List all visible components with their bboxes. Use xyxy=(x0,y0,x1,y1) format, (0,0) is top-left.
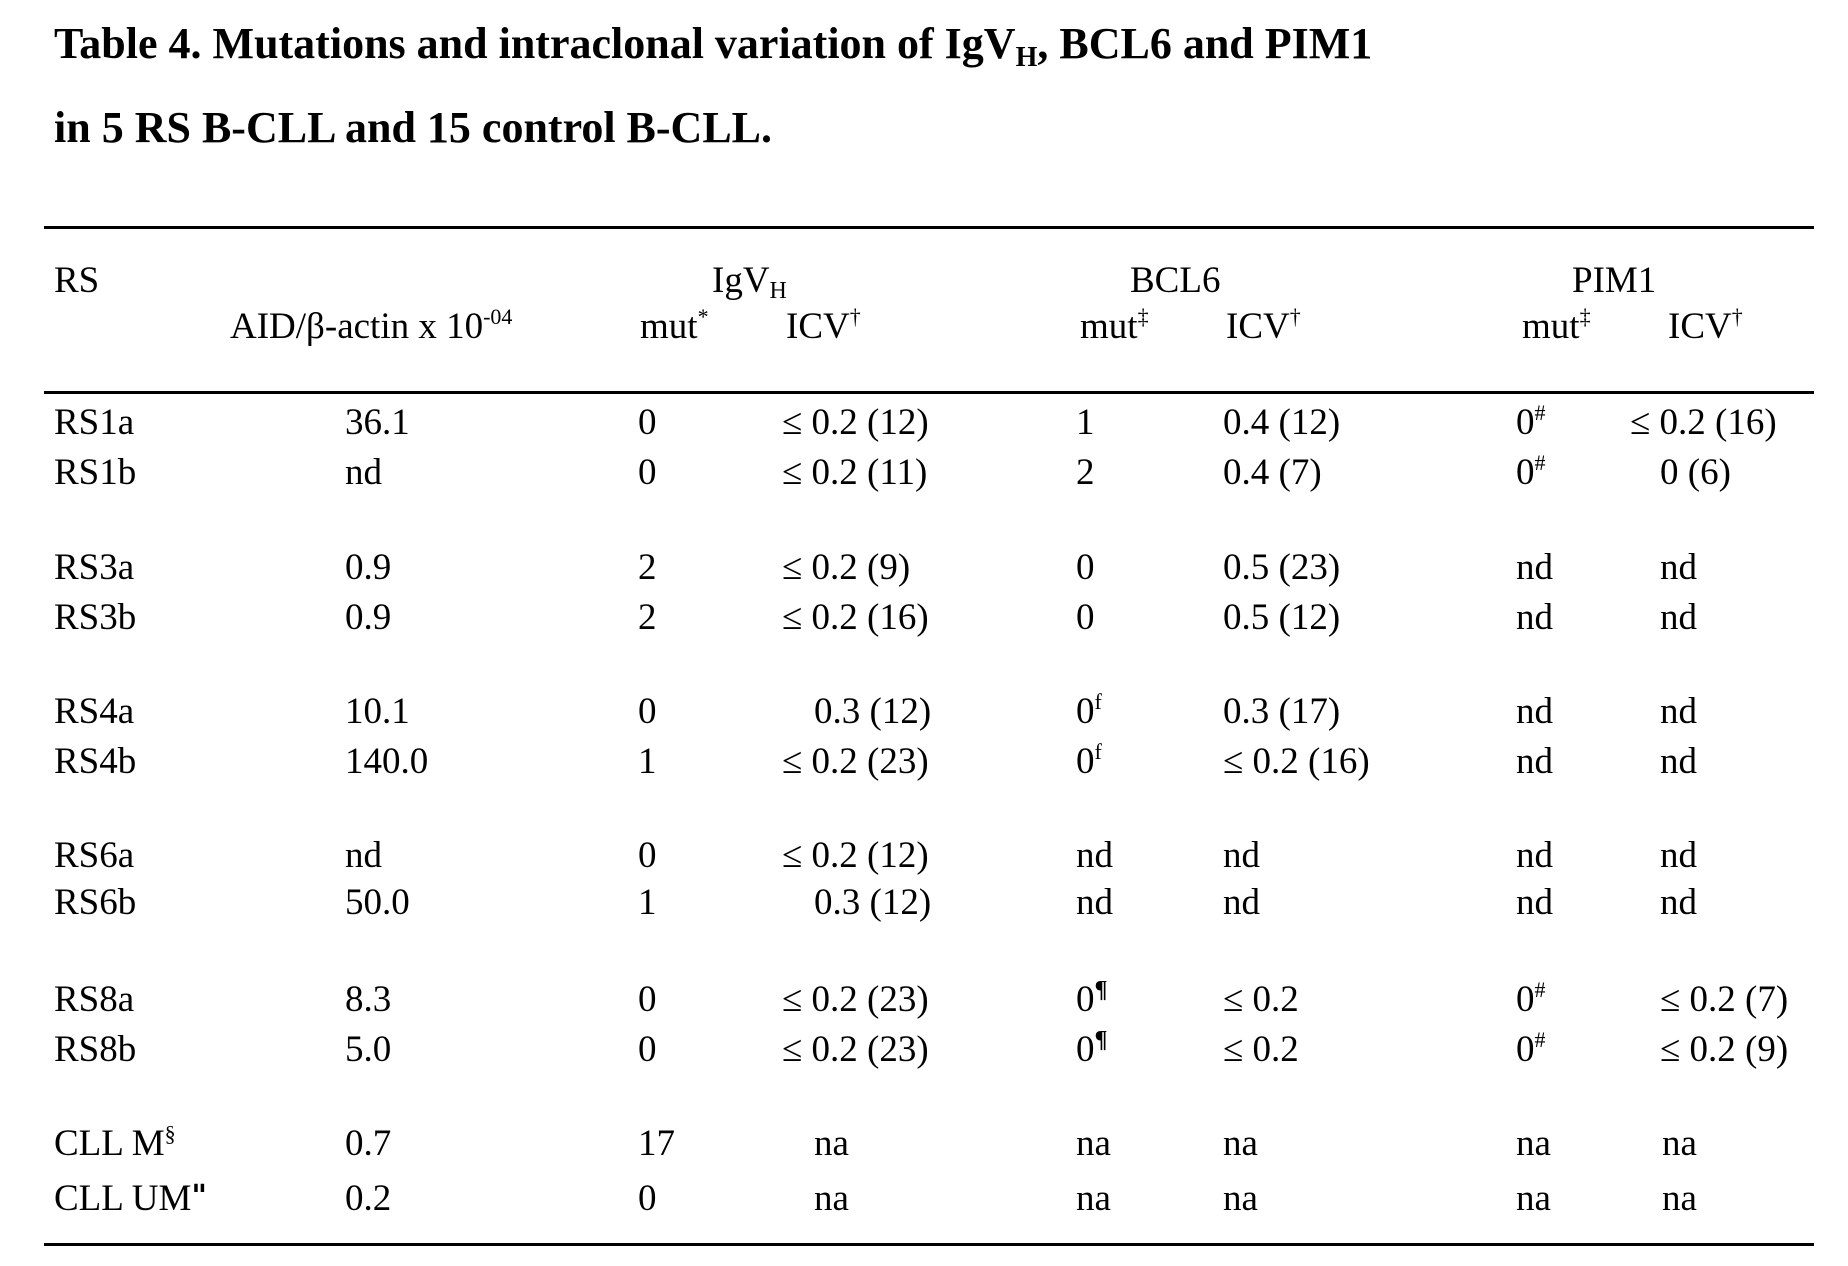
header-bcl6-mut: mut‡ xyxy=(1080,304,1149,347)
row-igvh-mut: 0 xyxy=(638,691,657,732)
row-aid-value: nd xyxy=(345,452,382,493)
row-igvh-icv: ≤ 0.2 (23) xyxy=(782,741,929,782)
row-igvh-mut: 0 xyxy=(638,979,657,1020)
row-rs-label: RS4a xyxy=(54,691,135,732)
row-aid-value: 50.0 xyxy=(345,882,410,923)
row-aid-value: 8.3 xyxy=(345,979,392,1020)
row-rs-label: RS8a xyxy=(54,979,135,1020)
row-aid-value: 10.1 xyxy=(345,691,410,732)
row-bcl6-icv: 0.3 (17) xyxy=(1223,691,1341,732)
row-pim1-mut: nd xyxy=(1516,835,1553,876)
row-rs-label: RS6b xyxy=(54,882,137,923)
header-pim1-mut: mut‡ xyxy=(1522,304,1591,347)
row-igvh-mut: 0 xyxy=(638,835,657,876)
control-pim1-mut: na xyxy=(1516,1178,1551,1219)
row-bcl6-mut: 0$^f$ xyxy=(1076,739,1102,782)
control-pim1-mut: na xyxy=(1516,1123,1551,1164)
row-rs-label: RS3a xyxy=(54,547,135,588)
header-igvh-icv: ICV† xyxy=(786,304,861,347)
row-bcl6-icv: nd xyxy=(1223,835,1260,876)
header-bcl6-icv: ICV† xyxy=(1226,304,1301,347)
control-pim1-icv: na xyxy=(1662,1123,1697,1164)
control-bcl6-icv: na xyxy=(1223,1123,1258,1164)
header-pim1: PIM1 xyxy=(1572,260,1657,301)
control-rs-label: CLL UM" xyxy=(54,1178,208,1219)
table-bottom-rule xyxy=(44,1243,1814,1246)
row-pim1-icv: nd xyxy=(1660,691,1697,732)
table-top-rule xyxy=(44,226,1814,229)
row-igvh-mut: 0 xyxy=(638,452,657,493)
row-igvh-icv: ≤ 0.2 (23) xyxy=(782,979,929,1020)
row-igvh-mut: 2 xyxy=(638,597,657,638)
row-rs-label: RS6a xyxy=(54,835,135,876)
control-igvh-mut: 17 xyxy=(638,1123,675,1164)
header-rs: RS xyxy=(54,260,100,301)
row-pim1-icv: 0 (6) xyxy=(1660,452,1731,493)
row-rs-label: RS3b xyxy=(54,597,137,638)
row-bcl6-icv: 0.4 (7) xyxy=(1223,452,1322,493)
table-title-line-1: Table 4. Mutations and intraclonal variation of IgV$_H$, BCL6 and PIM1 xyxy=(54,19,1373,73)
row-bcl6-mut: 0¶ xyxy=(1076,977,1108,1020)
row-pim1-mut: 0# xyxy=(1516,400,1546,443)
row-bcl6-mut: nd xyxy=(1076,835,1113,876)
row-bcl6-mut: 0$^f$ xyxy=(1076,689,1102,732)
row-pim1-mut: nd xyxy=(1516,882,1553,923)
row-pim1-icv: nd xyxy=(1660,547,1697,588)
row-igvh-icv: ≤ 0.2 (16) xyxy=(782,597,929,638)
row-bcl6-icv: 0.5 (12) xyxy=(1223,597,1341,638)
row-pim1-mut: 0# xyxy=(1516,977,1546,1020)
row-pim1-icv: nd xyxy=(1660,835,1697,876)
row-pim1-mut: nd xyxy=(1516,691,1553,732)
row-pim1-mut: nd xyxy=(1516,547,1553,588)
row-igvh-icv: 0.3 (12) xyxy=(814,691,932,732)
row-bcl6-icv: ≤ 0.2 (16) xyxy=(1223,741,1370,782)
row-rs-label: RS8b xyxy=(54,1029,137,1070)
row-bcl6-icv: nd xyxy=(1223,882,1260,923)
header-aid: AID/β-actin x $10^{-04}$ xyxy=(230,304,513,347)
header-bcl6: BCL6 xyxy=(1130,260,1221,301)
row-igvh-mut: 0 xyxy=(638,1029,657,1070)
row-pim1-icv: nd xyxy=(1660,882,1697,923)
control-aid-value: 0.2 xyxy=(345,1178,392,1219)
row-rs-label: RS1a xyxy=(54,402,135,443)
row-bcl6-mut: nd xyxy=(1076,882,1113,923)
control-bcl6-mut: na xyxy=(1076,1178,1111,1219)
row-bcl6-mut: 0¶ xyxy=(1076,1027,1108,1070)
control-igvh-mut: 0 xyxy=(638,1178,657,1219)
control-rs-label: CLL M§ xyxy=(54,1121,176,1164)
table-title-line-2: in 5 RS B-CLL and 15 control B-CLL. xyxy=(54,103,773,152)
row-igvh-icv: 0.3 (12) xyxy=(814,882,932,923)
row-pim1-icv: ≤ 0.2 (16) xyxy=(1630,402,1777,443)
row-bcl6-icv: ≤ 0.2 xyxy=(1223,1029,1299,1070)
control-igvh-icv: na xyxy=(814,1178,849,1219)
control-pim1-icv: na xyxy=(1662,1178,1697,1219)
control-aid-value: 0.7 xyxy=(345,1123,392,1164)
row-pim1-icv: nd xyxy=(1660,597,1697,638)
row-igvh-icv: ≤ 0.2 (12) xyxy=(782,835,929,876)
row-igvh-mut: 1 xyxy=(638,882,657,923)
row-bcl6-mut: 2 xyxy=(1076,452,1095,493)
table-header-rule xyxy=(44,391,1814,394)
row-bcl6-mut: 0 xyxy=(1076,597,1095,638)
row-pim1-mut: nd xyxy=(1516,597,1553,638)
row-pim1-mut: 0# xyxy=(1516,1027,1546,1070)
row-bcl6-mut: 0 xyxy=(1076,547,1095,588)
header-igvh-mut: mut* xyxy=(640,304,709,347)
row-aid-value: 0.9 xyxy=(345,597,392,638)
row-pim1-mut: nd xyxy=(1516,741,1553,782)
row-pim1-mut: 0# xyxy=(1516,450,1546,493)
row-rs-label: RS4b xyxy=(54,741,137,782)
control-igvh-icv: na xyxy=(814,1123,849,1164)
row-igvh-icv: ≤ 0.2 (11) xyxy=(782,452,928,493)
row-pim1-icv: ≤ 0.2 (7) xyxy=(1660,979,1789,1020)
control-bcl6-mut: na xyxy=(1076,1123,1111,1164)
header-pim1-icv: ICV† xyxy=(1668,304,1743,347)
row-igvh-mut: 0 xyxy=(638,402,657,443)
row-aid-value: nd xyxy=(345,835,382,876)
row-igvh-mut: 2 xyxy=(638,547,657,588)
row-igvh-mut: 1 xyxy=(638,741,657,782)
row-aid-value: 36.1 xyxy=(345,402,410,443)
row-pim1-icv: nd xyxy=(1660,741,1697,782)
control-bcl6-icv: na xyxy=(1223,1178,1258,1219)
row-bcl6-mut: 1 xyxy=(1076,402,1095,443)
row-bcl6-icv: 0.4 (12) xyxy=(1223,402,1341,443)
row-igvh-icv: ≤ 0.2 (9) xyxy=(782,547,911,588)
row-rs-label: RS1b xyxy=(54,452,137,493)
row-bcl6-icv: ≤ 0.2 xyxy=(1223,979,1299,1020)
row-igvh-icv: ≤ 0.2 (12) xyxy=(782,402,929,443)
row-bcl6-icv: 0.5 (23) xyxy=(1223,547,1341,588)
row-aid-value: 140.0 xyxy=(345,741,429,782)
row-igvh-icv: ≤ 0.2 (23) xyxy=(782,1029,929,1070)
row-aid-value: 0.9 xyxy=(345,547,392,588)
row-pim1-icv: ≤ 0.2 (9) xyxy=(1660,1029,1789,1070)
row-aid-value: 5.0 xyxy=(345,1029,392,1070)
header-igvh: IgV$_H$ xyxy=(712,260,787,304)
